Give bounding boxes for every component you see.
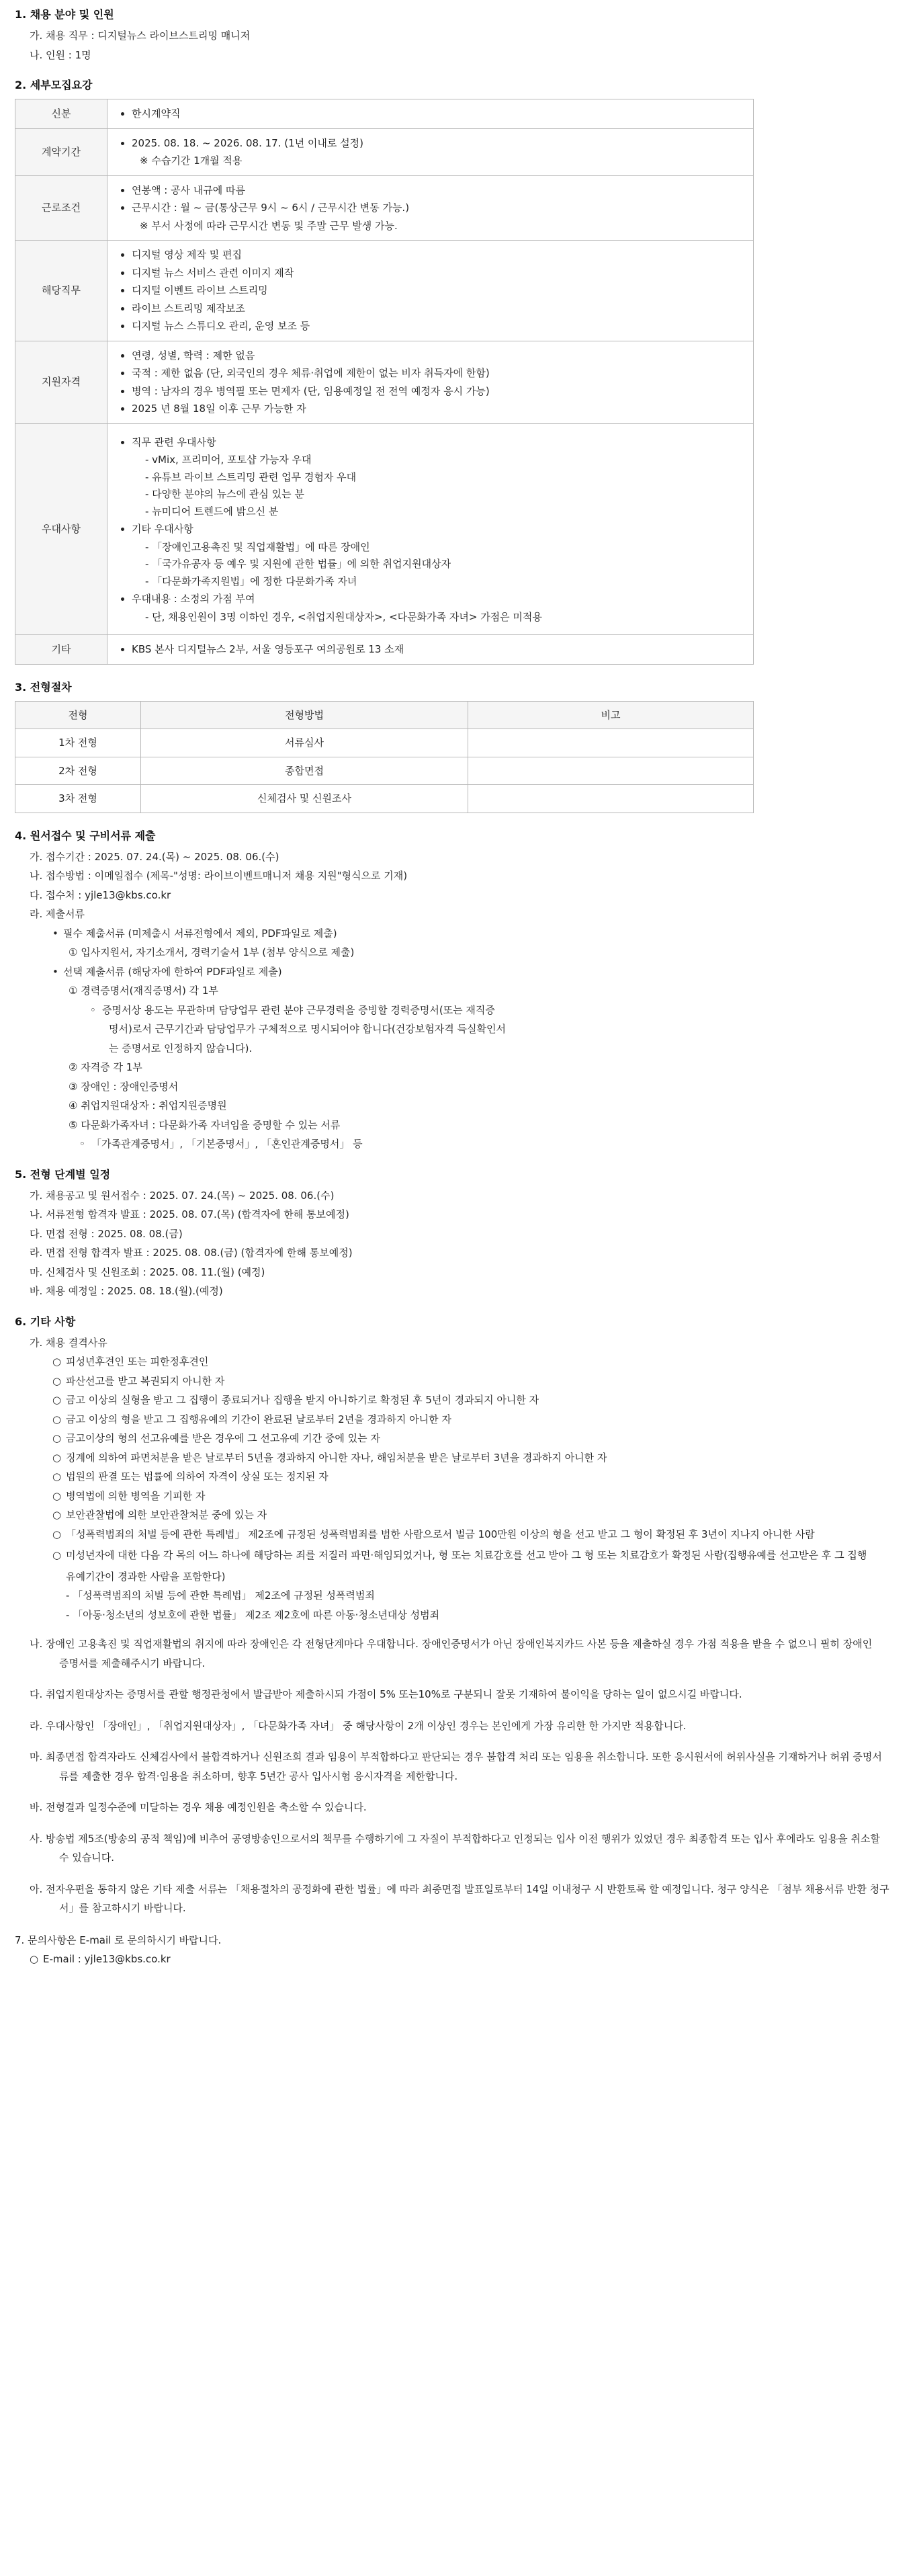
text-line: ③ 장애인 : 장애인증명서 xyxy=(69,1080,179,1093)
row-content xyxy=(107,128,754,175)
list-item: • 라이브 스트리밍 제작보조 xyxy=(132,301,748,317)
table-cell xyxy=(468,757,754,785)
text-line: ① 입사지원서, 자기소개서, 경력기술서 1부 (첨부 양식으로 제출) xyxy=(69,946,355,958)
column-header: 전형 xyxy=(15,701,141,729)
list-item: • 근무시간 : 월 ~ 금(통상근무 9시 ~ 6시 / 근무시간 변동 가능.) xyxy=(132,200,748,216)
list-item: • 한시계약직 xyxy=(132,106,748,122)
list-item: ○ 법원의 판결 또는 법률에 의하여 자격이 상실 또는 정지된 자 xyxy=(15,1469,902,1485)
row-label: 계약기간 xyxy=(15,128,107,175)
text-line: ② 자격증 각 1부 xyxy=(69,1061,142,1073)
text-line: ④ 취업지원대상자 : 취업지원증명원 xyxy=(69,1099,227,1112)
section-title: 4. 원서접수 및 구비서류 제출 xyxy=(15,829,156,842)
table-cell xyxy=(468,729,754,757)
row-content xyxy=(107,341,754,423)
table-row xyxy=(15,128,754,175)
text-line: 나. 서류전형 합격자 발표 : 2025. 08. 07.(목) (합격자에 한해 통보예정) xyxy=(30,1208,349,1220)
table-cell: 신체검사 및 신원조사 xyxy=(141,785,468,813)
text-line: • 필수 제출서류 (미제출시 서류전형에서 제외, PDF파일로 제출) xyxy=(15,926,902,942)
list-item: ○ 「성폭력범죄의 처벌 등에 관한 특례법」 제2조에 규정된 성폭력범죄를 범한 사람으로서 벌금 100만원 이상의 형을 선고 받고 그 형이 확정된 후 3년이 지나지 아니한 사람 xyxy=(15,1527,902,1542)
row-label: 신분 xyxy=(15,99,107,129)
paragraph: 라. 우대사항인 「장애인」, 「취업지원대상자」, 「다문화가족 자녀」 중 해당사항이 2개 이상인 경우는 본인에게 가장 유리한 한 가지만 적용합니다. xyxy=(30,1719,687,1732)
row-label: 기타 xyxy=(15,635,107,665)
list-item: • 디지털 영상 제작 및 편집 xyxy=(132,247,748,263)
sub-item: - vMix, 프리미어, 포토샵 가능자 우대 xyxy=(145,454,312,466)
text-line: 는 증명서로 인정하지 않습니다). xyxy=(109,1042,253,1054)
table-header-row xyxy=(15,701,754,729)
process-table xyxy=(15,701,754,813)
list-item: • 우대내용 : 소정의 가점 부여 xyxy=(132,591,748,607)
text-line: 유예기간이 경과한 사람을 포함한다) xyxy=(66,1570,226,1583)
paragraph: 마. 최종면접 합격자라도 신체검사에서 불합격하거나 신원조회 결과 임용이 부적합하다고 판단되는 경우 불합격 처리 또는 임용을 취소합니다. 또한 응시원서에 허위사실을 기재하거나 허위 증명서 류를 제출한 경우 합격·임용을 취소하며, 향후 5년간 공사 입사시험 응시자격을 제한합니다. xyxy=(30,1751,882,1782)
note-text: ※ 부서 사정에 따라 근무시간 변동 및 주말 근무 발생 가능. xyxy=(140,219,398,232)
text-line: - 「성폭력범죄의 처벌 등에 관한 특례법」 제2조에 규정된 성폭력범죄 xyxy=(66,1589,375,1602)
row-content xyxy=(107,175,754,241)
list-item: • 국적 : 제한 없음 (단, 외국인의 경우 체류·취업에 제한이 없는 비자 취득자에 한함) xyxy=(132,366,748,381)
list-item: ○ 금고 이상의 형을 받고 그 집행유예의 기간이 완료된 날로부터 2년을 경과하지 아니한 자 xyxy=(15,1412,902,1427)
row-label: 해당직무 xyxy=(15,241,107,341)
section-details xyxy=(15,77,902,665)
section-title: 3. 전형절차 xyxy=(15,680,72,694)
section-title: 5. 전형 단계별 일정 xyxy=(15,1167,111,1181)
text-line: 가. 채용공고 및 원서접수 : 2025. 07. 24.(목) ~ 2025. 08. 06.(수) xyxy=(30,1189,335,1202)
text-line: 라. 제출서류 xyxy=(30,908,85,920)
section-title: 6. 기타 사항 xyxy=(15,1315,76,1328)
row-label: 지원자격 xyxy=(15,341,107,423)
text-line: 라. 면접 전형 합격자 발표 : 2025. 08. 08.(금) (합격자에 한해 통보예정) xyxy=(30,1247,353,1259)
list-item: • 디지털 이벤트 라이브 스트리밍 xyxy=(132,283,748,298)
list-item: ○ 미성년자에 대한 다음 각 목의 어느 하나에 해당하는 죄를 저질러 파면·해임되었거나, 형 또는 치료감호를 선고 받아 그 형 또는 치료감호가 확정된 사람(집행유예를 선고받은 후 그 집행 xyxy=(15,1546,902,1565)
paragraph: 나. 장애인 고용촉진 및 직업재활법의 취지에 따라 장애인은 각 전형단계마다 우대합니다. 장애인증명서가 아닌 장애인복지카드 사본 등을 제출하실 경우 가점 적용을 받을 수 없으니 필히 장애인 증명서를 제출해주시기 바랍니다. xyxy=(30,1638,873,1669)
section-contact xyxy=(15,1933,902,1967)
section-schedule xyxy=(15,1167,902,1299)
section-application xyxy=(15,828,902,1152)
list-item: ○ 파산선고를 받고 복권되지 아니한 자 xyxy=(15,1374,902,1389)
table-cell: 종합면접 xyxy=(141,757,468,785)
paragraph: 사. 방송법 제5조(방송의 공적 책임)에 비추어 공영방송인으로서의 책무를 수행하기에 그 자질이 부적합하다고 인정되는 입사 이전 행위가 있었던 경우 최종합격 또는 입사 후에라도 임용을 취소할 수 있습니다. xyxy=(30,1832,880,1864)
text-line: ◦ 증명서상 용도는 무관하며 담당업무 관련 분야 근무경력을 증빙할 경력증명서(또는 재직증 xyxy=(90,1003,495,1016)
row-content xyxy=(107,635,754,665)
text-line: 마. 신체검사 및 신원조회 : 2025. 08. 11.(월) (예정) xyxy=(30,1265,265,1278)
text-line: 명서)로서 근무기간과 담당업무가 구체적으로 명시되어야 합니다(건강보험자격 득실확인서 xyxy=(109,1023,506,1035)
table-row xyxy=(15,423,754,635)
contact-email[interactable]: ○ E-mail : yjle13@kbs.co.kr xyxy=(15,1952,902,1967)
list-item: • 2025. 08. 18. ~ 2026. 08. 17. (1년 이내로 설정) xyxy=(132,136,748,151)
text-line: 가. 채용 결격사유 xyxy=(30,1336,107,1349)
paragraph: 다. 취업지원대상자는 증명서를 관할 행정관청에서 발급받아 제출하시되 가점이 5% 또는10%로 구분되니 잘못 기재하여 불이익을 당하는 일이 없으시길 바랍니다. xyxy=(30,1688,742,1700)
text-line: 다. 면접 전형 : 2025. 08. 08.(금) xyxy=(30,1227,183,1240)
paragraph: 아. 전자우편을 통하지 않은 기타 제출 서류는 「채용절차의 공정화에 관한 법률」에 따라 최종면접 발표일로부터 14일 이내청구 시 반환토록 할 예정입니다. 청구 양식은 「첨부 채용서류 반환 청구 서」를 참고하시기 바랍니다. xyxy=(30,1882,889,1914)
list-item: ○ 병역법에 의한 병역을 기피한 자 xyxy=(15,1489,902,1504)
text-line: ⑤ 다문화가족자녀 : 다문화가족 자녀임을 증명할 수 있는 서류 xyxy=(69,1118,341,1131)
text-line: 다. 접수처 : yjle13@kbs.co.kr xyxy=(30,888,171,901)
sub-item: - 단, 채용인원이 3명 이하인 경우, <취업지원대상자>, <다문화가족 자녀> 가점은 미적용 xyxy=(145,610,542,623)
text-line: ① 경력증명서(재직증명서) 각 1부 xyxy=(69,985,218,997)
table-row xyxy=(15,175,754,241)
list-item: • 연령, 성별, 학력 : 제한 없음 xyxy=(132,348,748,364)
sub-item: - 「장애인고용촉진 및 직업재활법」에 따른 장애인 xyxy=(145,540,370,553)
paragraph: 바. 전형결과 일정수준에 미달하는 경우 채용 예정인원을 축소할 수 있습니다. xyxy=(30,1801,367,1813)
section-positions xyxy=(15,7,902,63)
table-row xyxy=(15,785,754,813)
list-item: • KBS 본사 디지털뉴스 2부, 서울 영등포구 여의공원로 13 소재 xyxy=(132,642,748,657)
text-line: • 선택 제출서류 (해당자에 한하여 PDF파일로 제출) xyxy=(15,964,902,980)
column-header: 전형방법 xyxy=(141,701,468,729)
text-line: 바. 채용 예정일 : 2025. 08. 18.(월).(예정) xyxy=(30,1285,223,1297)
list-item: • 디지털 뉴스 스튜디오 관리, 운영 보조 등 xyxy=(132,319,748,334)
text-line: ◦ 「가족관계증명서」, 「기본증명서」, 「혼인관계증명서」 등 xyxy=(79,1138,363,1150)
section-process xyxy=(15,679,902,813)
sub-item: - 「국가유공자 등 예우 및 지원에 관한 법률」에 의한 취업지원대상자 xyxy=(145,558,451,570)
sub-item: - 다양한 분야의 뉴스에 관심 있는 분 xyxy=(145,488,304,500)
sub-item: - 뉴미디어 트렌드에 밝으신 분 xyxy=(145,505,279,517)
table-row xyxy=(15,729,754,757)
table-cell: 1차 전형 xyxy=(15,729,141,757)
sub-item: - 「다문화가족지원법」에 정한 다문화가족 자녀 xyxy=(145,575,357,587)
section-title: 2. 세부모집요강 xyxy=(15,79,93,91)
list-item: ○ 금고 이상의 실형을 받고 그 집행이 종료되거나 집행을 받지 아니하기로 확정된 후 5년이 경과되지 아니한 자 xyxy=(15,1393,902,1408)
table-cell: 3차 전형 xyxy=(15,785,141,813)
section-title: 1. 채용 분야 및 인원 xyxy=(15,8,114,21)
details-table xyxy=(15,99,754,665)
table-row xyxy=(15,241,754,341)
text-line: 가. 접수기간 : 2025. 07. 24.(목) ~ 2025. 08. 06.(수) xyxy=(30,850,279,863)
contact-title: 7. 문의사항은 E-mail 로 문의하시기 바랍니다. xyxy=(15,1934,222,1946)
list-item: • 기타 우대사항 xyxy=(132,522,748,537)
list-item: • 디지털 뉴스 서비스 관련 이미지 제작 xyxy=(132,265,748,281)
list-item: • 병역 : 남자의 경우 병역필 또는 면제자 (단, 임용예정일 전 전역 예정자 응시 가능) xyxy=(132,384,748,399)
job-title-line: 가. 채용 직무 : 디지털뉴스 라이브스트리밍 매니저 xyxy=(30,30,251,42)
list-item: ○ 징계에 의하여 파면처분을 받은 날로부터 5년을 경과하지 아니한 자나, 해임처분을 받은 날로부터 3년을 경과하지 아니한 자 xyxy=(15,1450,902,1466)
table-row xyxy=(15,757,754,785)
row-content xyxy=(107,241,754,341)
list-item: ○ 보안관찰법에 의한 보안관찰처분 중에 있는 자 xyxy=(15,1507,902,1523)
list-item: • 2025 년 8월 18일 이후 근무 가능한 자 xyxy=(132,401,748,417)
table-row xyxy=(15,99,754,129)
section-other xyxy=(15,1314,902,1918)
sub-item: - 유튜브 라이브 스트리밍 관련 업무 경험자 우대 xyxy=(145,470,357,483)
headcount-line: 나. 인원 : 1명 xyxy=(30,48,91,61)
row-label: 근로조건 xyxy=(15,175,107,241)
table-row xyxy=(15,341,754,423)
text-line: - 「아동·청소년의 성보호에 관한 법률」 제2조 제2호에 따른 아동·청소년대상 성범죄 xyxy=(66,1608,440,1621)
list-item: ○ 금고이상의 형의 선고유예를 받은 경우에 그 선고유예 기간 중에 있는 자 xyxy=(15,1431,902,1446)
table-row xyxy=(15,635,754,665)
table-cell: 2차 전형 xyxy=(15,757,141,785)
row-content xyxy=(107,423,754,635)
list-item: ○ 피성년후견인 또는 피한정후견인 xyxy=(15,1354,902,1370)
note-text: ※ 수습기간 1개월 적용 xyxy=(140,155,243,167)
table-cell xyxy=(468,785,754,813)
list-item: • 연봉액 : 공사 내규에 따름 xyxy=(132,183,748,198)
text-line: 나. 접수방법 : 이메일접수 (제목-"성명: 라이브이벤트매니저 채용 지원"형식으로 기재) xyxy=(30,870,408,882)
row-content xyxy=(107,99,754,129)
table-cell: 서류심사 xyxy=(141,729,468,757)
row-label: 우대사항 xyxy=(15,423,107,635)
column-header: 비고 xyxy=(468,701,754,729)
list-item: • 직무 관련 우대사항 xyxy=(132,435,748,450)
